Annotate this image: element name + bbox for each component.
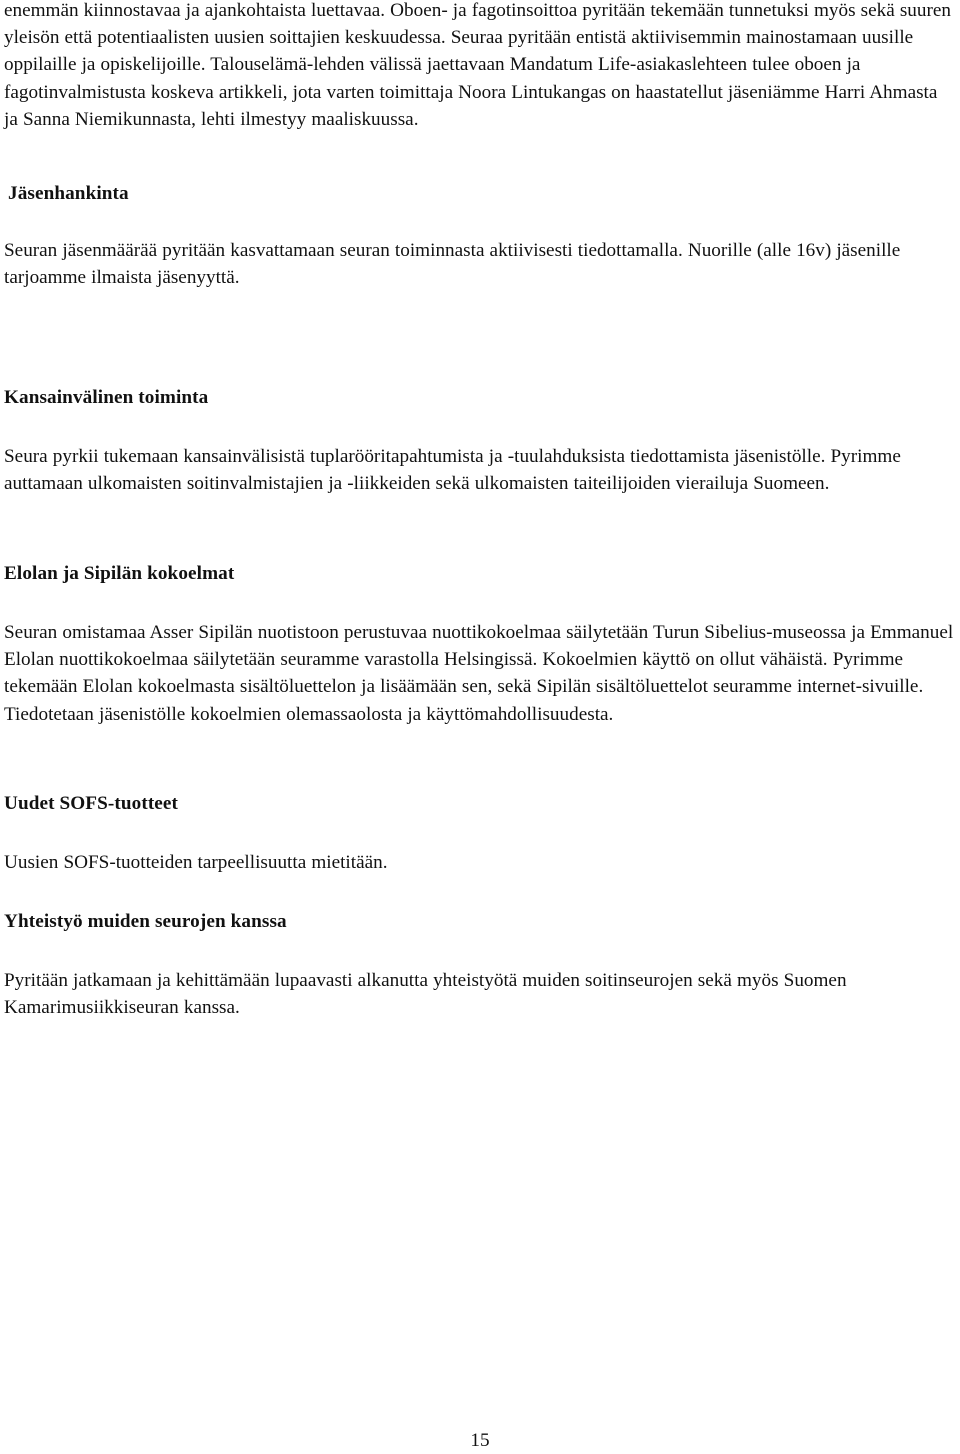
page-number: 15 xyxy=(470,1430,490,1451)
heading-yhteistyo-muiden-seurojen-kanssa: Yhteistyö muiden seurojen kanssa xyxy=(4,911,287,932)
heading-jasenhankinta: Jäsenhankinta xyxy=(8,183,129,204)
heading-elolan-ja-sipilan-kokoelmat: Elolan ja Sipilän kokoelmat xyxy=(4,563,235,584)
paragraph-kansainvalinen-toiminta: Seura pyrkii tukemaan kansainvälisistä tuplarööritapahtumista ja -tuulahduksista tiedottamista jäsenistölle. Pyrimme auttamaan ulkomaisten soitinvalmistajien ja -liikkeiden sekä ulkomaisten taiteilijoiden vierailuja Suomeen. xyxy=(4,446,901,495)
paragraph-uudet-sofs-tuotteet: Uusien SOFS-tuotteiden tarpeellisuutta mietitään. xyxy=(4,852,388,873)
paragraph-yhteistyo-muiden-seurojen-kanssa: Pyritään jatkamaan ja kehittämään lupaavasti alkanutta yhteistyötä muiden soitinseurojen sekä myös Suomen Kamarimusiikkiseuran kanssa. xyxy=(4,970,847,1019)
paragraph-elolan-ja-sipilan-kokoelmat: Seuran omistamaa Asser Sipilän nuotistoon perustuvaa nuottikokoelmaa säilytetään Turun Sibelius-museossa ja Emmanuel Elolan nuottikokoelmaa säilytetään seuramme varastolla Helsingissä. Kokoelmien käyttö on ollut vähäistä. Pyrimme tekemään Elolan kokoelmasta sisältöluettelon ja lisäämään sen, sekä Sipilän sisältöluettelot seuramme internet-sivuille. Tiedotetaan jäsenistölle kokoelmien olemassaolosta ja käyttömahdollisuudesta. xyxy=(4,622,954,725)
heading-kansainvalinen-toiminta: Kansainvälinen toiminta xyxy=(4,387,209,408)
paragraph-jasenhankinta: Seuran jäsenmäärää pyritään kasvattamaan seuran toiminnasta aktiivisesti tiedottamalla. Nuorille (alle 16v) jäsenille tarjoamme ilmaista jäsenyyttä. xyxy=(4,240,901,289)
heading-uudet-sofs-tuotteet: Uudet SOFS-tuotteet xyxy=(4,793,179,814)
intro-paragraph: enemmän kiinnostavaa ja ajankohtaista luettavaa. Oboen- ja fagotinsoittoa pyritään tekemään tunnetuksi myös sekä suuren yleisön että potentiaalisten uusien soittajien keskuudessa. Seuraa pyritään entistä aktiivisemmin mainostamaan uusille oppilaille ja opiskelijoille. Talouselämä-lehden välissä jaettavaan Mandatum Life-asiakaslehteen tulee oboen ja fagotinvalmistusta koskeva artikkeli, jota varten toimittaja Noora Lintukangas on haastatellut jäseniämme Harri Ahmasta ja Sanna Niemikunnasta, lehti ilmestyy maaliskuussa. xyxy=(4,0,951,130)
